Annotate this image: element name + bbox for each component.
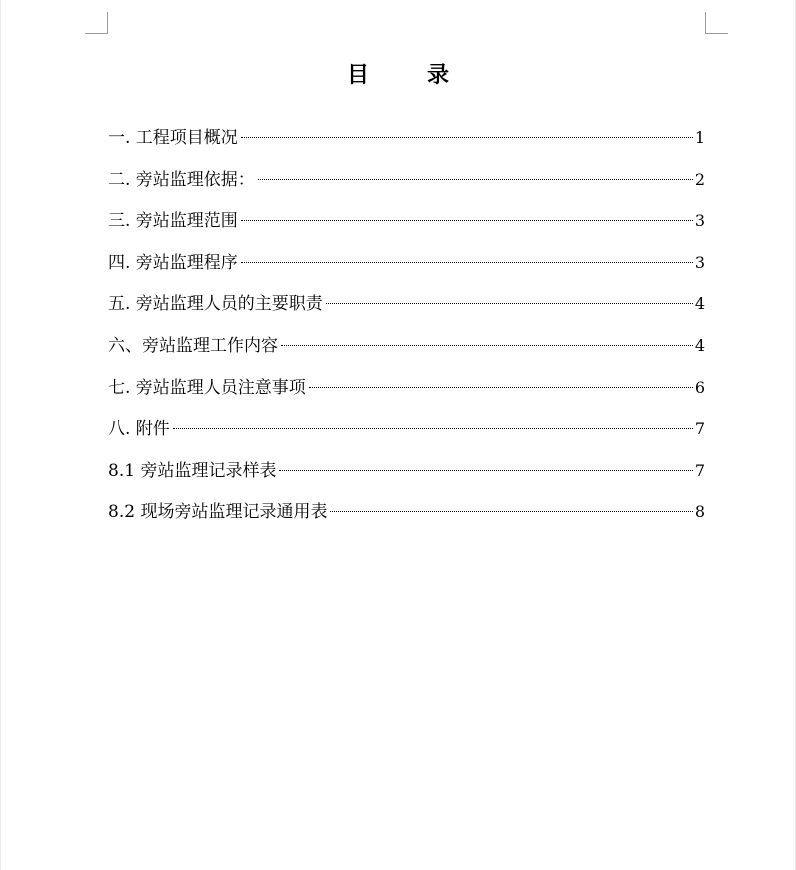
toc-title (0, 60, 796, 92)
toc-dot-leader (330, 511, 692, 512)
page-edge-left (0, 0, 1, 870)
toc-entry-label: 一. 工程项目概况 (108, 128, 238, 148)
toc-entry-page: 4 (694, 294, 705, 314)
toc-entry[interactable] (108, 122, 705, 164)
toc-entry[interactable] (108, 288, 705, 330)
toc-dot-leader (241, 137, 693, 138)
toc-dot-leader (309, 387, 693, 388)
toc-entry-label: 三. 旁站监理范围 (108, 211, 238, 232)
toc-dot-leader (281, 345, 693, 346)
toc-entry-label: 七. 旁站监理人员注意事项 (108, 377, 306, 398)
toc-entry-page: 1 (694, 128, 705, 147)
toc-dot-leader (258, 179, 693, 180)
toc-entry-label: 四. 旁站监理程序 (108, 252, 238, 273)
toc-entry[interactable] (108, 413, 705, 455)
toc-entry-label: 八. 附件 (108, 419, 170, 440)
crop-mark-top-right-horizontal (705, 33, 728, 34)
toc-entry-page: 8 (694, 502, 705, 522)
toc-list (108, 122, 705, 538)
toc-entry-label: 六、旁站监理工作内容 (108, 335, 278, 356)
toc-entry-page: 7 (694, 460, 705, 480)
toc-entry-label: 二. 旁站监理依据： (108, 169, 255, 190)
toc-entry-page: 7 (694, 419, 705, 439)
toc-title-char-2: 录 (427, 63, 450, 88)
toc-entry-page: 3 (694, 252, 705, 272)
toc-dot-leader (241, 262, 693, 263)
toc-dot-leader (279, 470, 692, 471)
crop-mark-top-right-vertical (705, 12, 706, 34)
toc-entry-label: 8.1 旁站监理记录样表 (108, 460, 277, 481)
toc-entry[interactable] (108, 372, 705, 414)
toc-entry-page: 4 (694, 335, 705, 355)
toc-entry[interactable] (108, 247, 705, 289)
toc-entry[interactable] (108, 164, 705, 206)
toc-entry-label: 五. 旁站监理人员的主要职责 (108, 294, 323, 315)
toc-title-char-1: 目 (346, 63, 369, 88)
toc-entry[interactable] (108, 496, 705, 538)
toc-dot-leader (173, 428, 693, 429)
crop-mark-top-left-vertical (107, 12, 108, 34)
toc-entry[interactable] (108, 455, 705, 497)
toc-dot-leader (326, 303, 693, 304)
toc-entry-page: 6 (694, 377, 705, 397)
toc-entry-label: 8.2 现场旁站监理记录通用表 (108, 502, 328, 523)
toc-entry-page: 2 (694, 169, 705, 189)
toc-entry-page: 3 (694, 211, 705, 231)
toc-dot-leader (241, 220, 693, 221)
toc-entry[interactable] (108, 330, 705, 372)
toc-entry[interactable] (108, 205, 705, 247)
crop-mark-top-left-horizontal (85, 33, 108, 34)
